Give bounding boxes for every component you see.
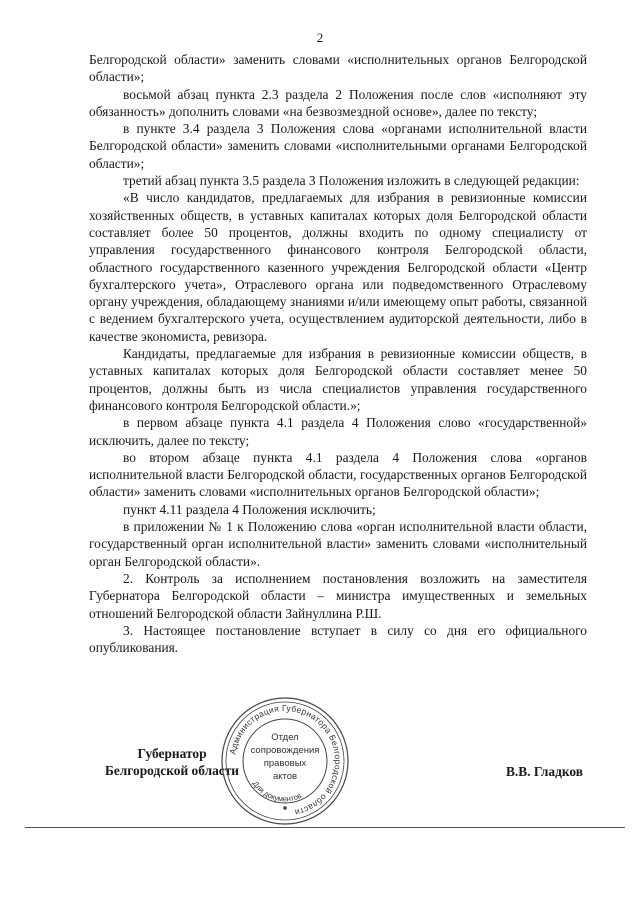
paragraph: в пункте 3.4 раздела 3 Положения слова «органами исполнительной власти Белгородской области» заменить словами «исполнительными органами Белгородской области»; <box>89 121 587 171</box>
paragraph-quote: «В число кандидатов, предлагаемых для избрания в ревизионные комиссии хозяйственных обществ, в уставных капиталах которых доля Белгородской области составляет более 50 процентов, должны входить по одному специалисту от управления государственного финансового контроля Белгородской области, областного государственного казенного учреждения Белгородской области «Центр бухгалтерского учета», Отраслевого органа или подведомственного Отраслевому органу учреждения, обладающему знаниями и/или имеющему опыт работы, связанной с ведением бухгалтерского учета, осуществлением аудиторской деятельности, либо в качестве экономиста, ревизора. <box>89 190 587 344</box>
paragraph-continuation: Белгородской области» заменить словами «исполнительных органов Белгородской области»; <box>89 52 587 85</box>
stamp-line-3: правовых <box>263 758 307 769</box>
signatory-name: В.В. Гладков <box>505 764 583 779</box>
paragraph: восьмой абзац пункта 2.3 раздела 2 Положения после слов «исполняют эту обязанность» дополнить словами «на безвозмездной основе», далее по тексту; <box>89 86 587 119</box>
paragraph: в приложении № 1 к Положению слова «орган исполнительной власти области, государственный орган исполнительной власти» заменить словами «исполнительный орган Белгородской области». <box>89 519 587 569</box>
stamp-line-1: Отдел <box>271 732 299 743</box>
paragraph-clause-3: 3. Настоящее постановление вступает в силу со дня его официального опубликования. <box>89 622 587 656</box>
paragraph-clause-2: 2. Контроль за исполнением постановления возложить на заместителя Губернатора Белгородской области – министра имущественных и земельных отношений Белгородской области Зайнуллина Р.Ш. <box>89 570 587 621</box>
stamp-bottom-text: Для документов <box>250 779 303 804</box>
stamp-line-4: актов <box>272 771 298 782</box>
footer-divider <box>25 827 625 828</box>
paragraph: пункт 4.11 раздела 4 Положения исключить; <box>123 501 376 517</box>
stamp-line-2: сопровождения <box>250 745 320 756</box>
signatory-title-line2: Белгородской области <box>104 763 240 779</box>
stamp-dot-icon <box>283 806 287 810</box>
paragraph: во втором абзаце пункта 4.1 раздела 4 Положения слова «органов исполнительной власти Белгородской области, государственных органов Белгородской области» заменить словами «исполнительных органов Белгородской области»; <box>89 449 587 500</box>
stamp-seal-icon <box>220 694 350 828</box>
svg-text:Для документов <box>251 779 303 803</box>
official-stamp <box>220 694 350 828</box>
stamp-ring-text: Администрация Губернатора Белгородской области <box>227 702 344 818</box>
document-body <box>89 51 587 656</box>
paragraph: третий абзац пункта 3.5 раздела 3 Положения изложить в следующей редакции: <box>123 173 580 189</box>
paragraph: в первом абзаце пункта 4.1 раздела 4 Положения слово «государственной» исключить, далее по тексту; <box>89 415 587 448</box>
signatory-title-line1: Губернатор <box>137 746 207 761</box>
paragraph-quote: Кандидаты, предлагаемые для избрания в ревизионные комиссии обществ, в уставных капиталах которых доля Белгородской области составляет менее 50 процентов, должны быть из числа специалистов управления государственного финансового контроля Белгородской области.»; <box>89 346 587 413</box>
page-number: 2 <box>316 30 324 45</box>
